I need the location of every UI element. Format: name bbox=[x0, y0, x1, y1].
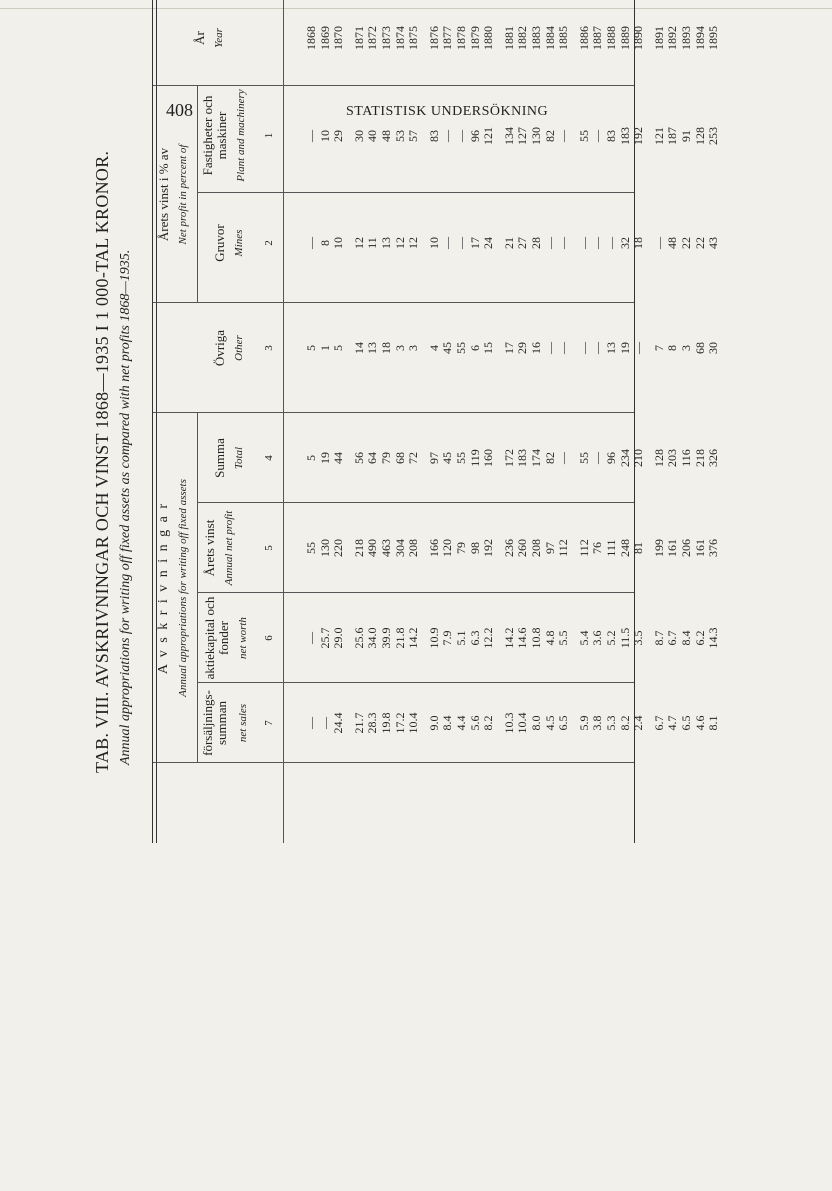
cell-other: 18 bbox=[379, 342, 393, 354]
cell-plant: — bbox=[304, 130, 318, 142]
header-year: År bbox=[192, 31, 207, 45]
running-head: STATISTISK UNDERSÖKNING bbox=[346, 104, 549, 119]
cell-years: 1887 bbox=[590, 26, 605, 50]
cell-total: 183 bbox=[515, 449, 530, 467]
cell-worth: 25.7 bbox=[317, 627, 332, 649]
cell-plant: 183 bbox=[617, 127, 632, 145]
cell-other: — bbox=[542, 342, 557, 354]
cell-profit: 490 bbox=[365, 539, 380, 557]
cell-mines: 48 bbox=[665, 237, 680, 249]
cell-worth: 8.7 bbox=[651, 630, 666, 646]
header-profit-en: Annual net profit bbox=[223, 510, 235, 586]
table-title: TAB. VIII. AVSKRIVNINGAR OCH VINST 1868—1935 I 1 000-TAL KRONOR. bbox=[92, 150, 112, 773]
cell-plant: 83 bbox=[426, 130, 441, 142]
cell-years: 1877 bbox=[440, 26, 455, 50]
cell-other: 3 bbox=[406, 345, 421, 351]
header-mines-en: Mines bbox=[233, 229, 245, 257]
cell-mines: 27 bbox=[515, 237, 530, 249]
cell-profit: 260 bbox=[515, 539, 530, 557]
cell-years: 1889 bbox=[617, 26, 632, 50]
cell-plant: 40 bbox=[365, 130, 380, 142]
cell-other: — bbox=[631, 342, 646, 354]
cell-other: 15 bbox=[481, 342, 496, 354]
cell-total: 56 bbox=[351, 452, 366, 464]
cell-other: 19 bbox=[617, 342, 632, 354]
cell-other: 1 bbox=[317, 345, 332, 351]
cell-worth: 7.9 bbox=[440, 630, 455, 646]
header-sales: försäljnings-summan bbox=[200, 690, 229, 756]
cell-other: — bbox=[556, 342, 571, 354]
cell-mines: 22 bbox=[679, 237, 693, 249]
cell-worth: 14.3 bbox=[706, 627, 721, 649]
cell-years: 1868 bbox=[304, 26, 318, 50]
cell-sales: 4.6 bbox=[692, 715, 707, 731]
cell-sales: 3.8 bbox=[590, 715, 605, 731]
cell-profit: 166 bbox=[426, 539, 441, 557]
cell-years: 1876 bbox=[426, 26, 441, 50]
table-subtitle: Annual appropriations for writing off fixed assets as compared with net profits 1868—1935. bbox=[118, 249, 133, 765]
cell-other: 3 bbox=[679, 345, 693, 351]
cell-worth: 14.2 bbox=[406, 627, 421, 649]
cell-years: 1892 bbox=[665, 26, 680, 50]
cell-other: — bbox=[590, 342, 605, 354]
cell-profit: 208 bbox=[529, 539, 543, 557]
cell-worth: 5.2 bbox=[604, 630, 618, 646]
cell-mines: — bbox=[454, 237, 468, 249]
cell-plant: 127 bbox=[515, 127, 530, 145]
cell-years: 1894 bbox=[692, 26, 707, 50]
cell-plant: 57 bbox=[406, 130, 421, 142]
cell-profit: 220 bbox=[331, 539, 346, 557]
cell-other: 3 bbox=[392, 345, 407, 351]
cell-sales: 5.6 bbox=[467, 715, 482, 731]
cell-other: 13 bbox=[365, 342, 380, 354]
cell-mines: 22 bbox=[692, 237, 707, 249]
cell-mines: — bbox=[304, 237, 318, 249]
cell-profit: 161 bbox=[692, 539, 707, 557]
cell-other: 8 bbox=[665, 345, 680, 351]
cell-sales: 8.4 bbox=[440, 715, 455, 731]
cell-sales: 10.3 bbox=[501, 712, 516, 734]
cell-plant: 55 bbox=[576, 130, 591, 142]
header-year-en: Year bbox=[213, 28, 225, 48]
col-number: 5 bbox=[263, 545, 275, 551]
cell-plant: 192 bbox=[631, 127, 646, 145]
rotated-table bbox=[82, 0, 721, 853]
cell-profit: 248 bbox=[617, 539, 632, 557]
cell-mines: 32 bbox=[617, 237, 632, 249]
cell-years: 1874 bbox=[392, 26, 407, 50]
cell-worth: 3.6 bbox=[590, 630, 605, 646]
cell-other: 13 bbox=[604, 342, 618, 354]
cell-sales: 8.1 bbox=[706, 715, 721, 731]
col-number: 4 bbox=[263, 455, 275, 461]
cell-sales: 9.0 bbox=[426, 715, 441, 731]
cell-mines: — bbox=[590, 237, 605, 249]
cell-sales: — bbox=[304, 717, 318, 729]
cell-mines: 18 bbox=[631, 237, 646, 249]
cell-mines: — bbox=[604, 237, 618, 249]
cell-mines: 12 bbox=[351, 237, 366, 249]
cell-years: 1893 bbox=[679, 26, 693, 50]
cell-worth: 5.5 bbox=[556, 630, 571, 646]
cell-sales: 4.4 bbox=[454, 715, 468, 731]
cell-total: 326 bbox=[706, 449, 721, 467]
cell-sales: 6.7 bbox=[651, 715, 666, 731]
cell-worth: 6.2 bbox=[692, 630, 707, 646]
cell-mines: 17 bbox=[467, 237, 482, 249]
cell-profit: 199 bbox=[651, 539, 666, 557]
cell-other: 16 bbox=[529, 342, 543, 354]
cell-other: 55 bbox=[454, 342, 468, 354]
cell-total: — bbox=[556, 452, 571, 464]
cell-mines: — bbox=[576, 237, 591, 249]
col-number: 3 bbox=[263, 345, 275, 351]
cell-worth: 6.7 bbox=[665, 630, 680, 646]
cell-total: 160 bbox=[481, 449, 496, 467]
header-pct: Årets vinst i % av bbox=[156, 147, 171, 242]
cell-worth: 14.2 bbox=[501, 627, 516, 649]
cell-years: 1881 bbox=[501, 26, 516, 50]
cell-other: 14 bbox=[351, 342, 366, 354]
cell-total: 55 bbox=[576, 452, 591, 464]
cell-mines: 12 bbox=[392, 237, 407, 249]
cell-years: 1886 bbox=[576, 26, 591, 50]
cell-total: 218 bbox=[692, 449, 707, 467]
col-number: 7 bbox=[263, 720, 275, 726]
cell-worth: 12.2 bbox=[481, 627, 496, 649]
cell-plant: 10 bbox=[317, 130, 332, 142]
cell-total: 128 bbox=[651, 449, 666, 467]
cell-total: 64 bbox=[365, 452, 380, 464]
cell-sales: 6.5 bbox=[556, 715, 571, 731]
cell-profit: 120 bbox=[440, 539, 455, 557]
cell-worth: 5.4 bbox=[576, 630, 591, 646]
cell-mines: — bbox=[556, 237, 571, 249]
rule-header-bottom bbox=[283, 0, 284, 843]
cell-years: 1878 bbox=[454, 26, 468, 50]
header-other-en: Other bbox=[233, 335, 245, 361]
cell-years: 1879 bbox=[467, 26, 482, 50]
page-number: 408 bbox=[166, 100, 193, 120]
cell-other: 45 bbox=[440, 342, 455, 354]
cell-years: 1885 bbox=[556, 26, 571, 50]
cell-plant: 130 bbox=[529, 127, 543, 145]
cell-mines: 10 bbox=[426, 237, 441, 249]
cell-sales: 5.9 bbox=[576, 715, 591, 731]
cell-total: 234 bbox=[617, 449, 632, 467]
cell-plant: 48 bbox=[379, 130, 393, 142]
cell-profit: 111 bbox=[604, 539, 618, 557]
header-total: Summa bbox=[212, 438, 227, 478]
header-profit: Årets vinst bbox=[202, 519, 217, 577]
cell-sales: 8.0 bbox=[529, 715, 543, 731]
cell-total: 19 bbox=[317, 452, 332, 464]
cell-sales: 10.4 bbox=[515, 712, 530, 734]
cell-profit: 304 bbox=[392, 539, 407, 557]
header-worth: aktiekapital och fonder bbox=[202, 596, 231, 680]
header-plant-en: Plant and machinery bbox=[235, 89, 247, 182]
cell-years: 1882 bbox=[515, 26, 530, 50]
cell-sales: 4.7 bbox=[665, 715, 680, 731]
cell-sales: 19.8 bbox=[379, 712, 393, 734]
cell-sales: — bbox=[317, 717, 332, 729]
cell-profit: 55 bbox=[304, 542, 318, 554]
cell-plant: 96 bbox=[467, 130, 482, 142]
cell-total: 72 bbox=[406, 452, 421, 464]
cell-total: 119 bbox=[467, 449, 482, 467]
cell-sales: 24.4 bbox=[331, 712, 346, 734]
cell-mines: 12 bbox=[406, 237, 421, 249]
cell-profit: 76 bbox=[590, 542, 605, 554]
header-worth-en: net worth bbox=[237, 617, 249, 659]
cell-mines: 8 bbox=[317, 240, 332, 246]
cell-worth: 21.8 bbox=[392, 627, 407, 649]
cell-sales: 4.5 bbox=[542, 715, 557, 731]
cell-profit: 79 bbox=[454, 542, 468, 554]
cell-worth: 29.0 bbox=[331, 627, 346, 649]
cell-years: 1872 bbox=[365, 26, 380, 50]
header-other: Övriga bbox=[212, 329, 227, 367]
cell-mines: 13 bbox=[379, 237, 393, 249]
cell-years: 1883 bbox=[529, 26, 543, 50]
data-table bbox=[152, 0, 721, 843]
cell-profit: 463 bbox=[379, 539, 393, 557]
cell-total: 68 bbox=[392, 452, 407, 464]
cell-plant: 121 bbox=[651, 127, 666, 145]
cell-profit: 236 bbox=[501, 539, 516, 557]
cell-profit: 376 bbox=[706, 539, 721, 557]
cell-years: 1895 bbox=[706, 26, 721, 50]
cell-sales: 8.2 bbox=[617, 715, 632, 731]
cell-profit: 218 bbox=[351, 539, 366, 557]
col-number: 1 bbox=[263, 132, 275, 139]
cell-mines: 43 bbox=[706, 237, 721, 249]
cell-profit: 161 bbox=[665, 539, 680, 557]
cell-worth: 10.8 bbox=[529, 627, 543, 649]
cell-plant: — bbox=[454, 130, 468, 142]
cell-profit: 130 bbox=[317, 539, 332, 557]
col-number: 6 bbox=[263, 635, 275, 641]
cell-total: 210 bbox=[631, 449, 646, 467]
cell-plant: 30 bbox=[351, 130, 366, 142]
cell-years: 1873 bbox=[379, 26, 393, 50]
cell-worth: 25.6 bbox=[351, 627, 366, 649]
cell-total: 96 bbox=[604, 452, 618, 464]
cell-plant: 121 bbox=[481, 127, 496, 145]
cell-other: 4 bbox=[426, 345, 441, 351]
cell-other: 68 bbox=[692, 342, 707, 354]
cell-total: 5 bbox=[304, 455, 318, 461]
cell-years: 1875 bbox=[406, 26, 421, 50]
cell-sales: 6.5 bbox=[679, 715, 693, 731]
cell-worth: 39.9 bbox=[379, 627, 393, 649]
cell-sales: 21.7 bbox=[351, 712, 366, 734]
cell-worth: 11.5 bbox=[617, 627, 632, 649]
cell-total: 116 bbox=[679, 449, 693, 467]
cell-profit: 98 bbox=[467, 542, 482, 554]
cell-other: 30 bbox=[706, 342, 721, 354]
cell-sales: 17.2 bbox=[392, 712, 407, 734]
cell-years: 1884 bbox=[542, 26, 557, 50]
cell-worth: 34.0 bbox=[365, 627, 380, 649]
cell-total: — bbox=[590, 452, 605, 464]
cell-plant: 91 bbox=[679, 130, 693, 142]
cell-worth: 5.1 bbox=[454, 630, 468, 646]
rule-pct-sub bbox=[197, 86, 198, 303]
cell-years: 1890 bbox=[631, 26, 646, 50]
cell-mines: 28 bbox=[529, 237, 543, 249]
cell-years: 1880 bbox=[481, 26, 496, 50]
cell-sales: 28.3 bbox=[365, 712, 380, 734]
cell-sales: 8.2 bbox=[481, 715, 496, 731]
cell-profit: 97 bbox=[542, 542, 557, 554]
cell-years: 1870 bbox=[331, 26, 346, 50]
cell-profit: 208 bbox=[406, 539, 421, 557]
cell-mines: — bbox=[651, 237, 666, 249]
cell-plant: 53 bbox=[392, 130, 407, 142]
cell-worth: 10.9 bbox=[426, 627, 441, 649]
rule-sales bbox=[153, 85, 634, 86]
cell-mines: 11 bbox=[365, 237, 380, 249]
cell-total: 82 bbox=[542, 452, 557, 464]
header-avskrivningar: A v s k r i v n i n g a r bbox=[156, 501, 171, 675]
cell-profit: 206 bbox=[679, 539, 693, 557]
cell-profit: 81 bbox=[631, 542, 646, 554]
cell-years: 1869 bbox=[317, 26, 332, 50]
cell-years: 1871 bbox=[351, 26, 366, 50]
cell-mines: — bbox=[542, 237, 557, 249]
cell-worth: 3.5 bbox=[631, 630, 646, 646]
cell-plant: — bbox=[590, 130, 605, 142]
cell-plant: — bbox=[556, 130, 571, 142]
cell-total: 55 bbox=[454, 452, 468, 464]
rule-avskr-sub bbox=[197, 413, 198, 763]
cell-total: 45 bbox=[440, 452, 455, 464]
cell-other: 5 bbox=[304, 345, 318, 351]
cell-total: 174 bbox=[529, 449, 543, 467]
cell-mines: — bbox=[440, 237, 455, 249]
cell-plant: 82 bbox=[542, 130, 557, 142]
cell-plant: 134 bbox=[501, 127, 516, 145]
cell-worth: 4.8 bbox=[542, 630, 557, 646]
header-avskrivningar-en: Annual appropriations for writing off fixed assets bbox=[177, 479, 189, 697]
cell-plant: — bbox=[440, 130, 455, 142]
cell-total: 97 bbox=[426, 452, 441, 464]
cell-worth: 8.4 bbox=[679, 630, 693, 646]
cell-sales: 5.3 bbox=[604, 715, 618, 731]
header-mines: Gruvor bbox=[212, 224, 227, 262]
cell-plant: 128 bbox=[692, 127, 707, 145]
cell-years: 1891 bbox=[651, 26, 666, 50]
header-pct-en: Net profit in percent of bbox=[177, 144, 189, 245]
cell-plant: 253 bbox=[706, 127, 721, 145]
col-number: 2 bbox=[263, 240, 275, 246]
cell-plant: 83 bbox=[604, 130, 618, 142]
cell-profit: 112 bbox=[556, 539, 571, 557]
cell-other: 29 bbox=[515, 342, 530, 354]
cell-mines: 10 bbox=[331, 237, 346, 249]
cell-worth: — bbox=[304, 632, 318, 644]
header-plant: Fastigheter och maskiner bbox=[200, 95, 229, 176]
cell-other: — bbox=[576, 342, 591, 354]
cell-mines: 24 bbox=[481, 237, 496, 249]
cell-profit: 112 bbox=[576, 539, 591, 557]
cell-worth: 6.3 bbox=[467, 630, 482, 646]
cell-sales: 10.4 bbox=[406, 712, 421, 734]
cell-profit: 192 bbox=[481, 539, 496, 557]
cell-other: 17 bbox=[501, 342, 516, 354]
cell-other: 5 bbox=[331, 345, 346, 351]
cell-other: 7 bbox=[651, 345, 666, 351]
cell-total: 44 bbox=[331, 452, 346, 464]
cell-total: 79 bbox=[379, 452, 393, 464]
cell-total: 172 bbox=[501, 449, 516, 467]
cell-other: 6 bbox=[467, 345, 482, 351]
cell-years: 1888 bbox=[604, 26, 618, 50]
cell-mines: 21 bbox=[501, 237, 516, 249]
cell-plant: 29 bbox=[331, 130, 346, 142]
cell-worth: 14.6 bbox=[515, 627, 530, 649]
cell-plant: 187 bbox=[665, 127, 680, 145]
header-total-en: Total bbox=[233, 446, 245, 470]
cell-total: 203 bbox=[665, 449, 680, 467]
header-sales-en: net sales bbox=[237, 703, 249, 743]
cell-sales: 2.4 bbox=[631, 715, 646, 731]
